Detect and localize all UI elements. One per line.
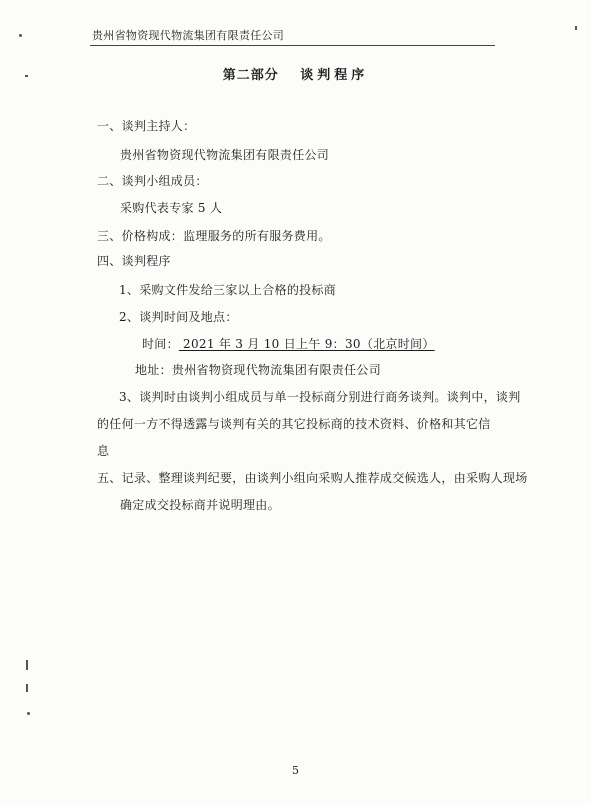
section-4-item-3-line-1: 3、谈判时由谈判小组成员与单一投标商分别进行商务谈判。谈判中，谈判 [119, 390, 521, 404]
title-name: 谈判程序 [300, 68, 369, 83]
section-1-heading: 一、谈判主持人： [97, 119, 196, 133]
section-4-item-3-line-2: 的任何一方不得透露与谈判有关的其它投标商的技术资料、价格和其它信 [97, 417, 491, 431]
meeting-time-value: 2021 年 3 月 10 日上午 9：30（北京时间） [178, 337, 435, 351]
scan-speck [26, 660, 28, 670]
header-rule [90, 45, 495, 46]
scan-speck [26, 684, 28, 692]
header-company: 贵州省物资现代物流集团有限责任公司 [92, 29, 285, 42]
meeting-time [142, 335, 435, 352]
section-2-body: 采购代表专家 5 人 [120, 201, 223, 215]
page-number: 5 [292, 764, 299, 777]
section-5-line-2: 确定成交投标商并说明理由。 [120, 498, 280, 512]
section-4-item-2: 2、谈判时间及地点： [119, 310, 238, 324]
section-4-item-3-line-3: 息 [97, 444, 110, 458]
section-5-line-1: 五、记录、整理谈判纪要，由谈判小组向采购人推荐成交候选人，由采购人现场 [97, 471, 528, 485]
title-part: 第二部分 [222, 68, 279, 83]
scan-speck [575, 26, 577, 30]
section-4-item-1: 1、采购文件发给三家以上合格的投标商 [119, 283, 337, 297]
page-title [0, 64, 591, 83]
scan-speck [27, 712, 30, 715]
section-2-heading: 二、谈判小组成员： [97, 174, 208, 188]
section-3-line: 三、价格构成：监理服务的所有服务费用。 [97, 229, 331, 243]
section-1-body: 贵州省物资现代物流集团有限责任公司 [120, 148, 330, 162]
meeting-place: 地址：贵州省物资现代物流集团有限责任公司 [135, 363, 382, 377]
scan-speck [19, 34, 22, 37]
section-4-heading: 四、谈判程序 [97, 254, 171, 268]
scan-speck [25, 75, 28, 77]
meeting-time-label: 时间： [142, 337, 179, 351]
